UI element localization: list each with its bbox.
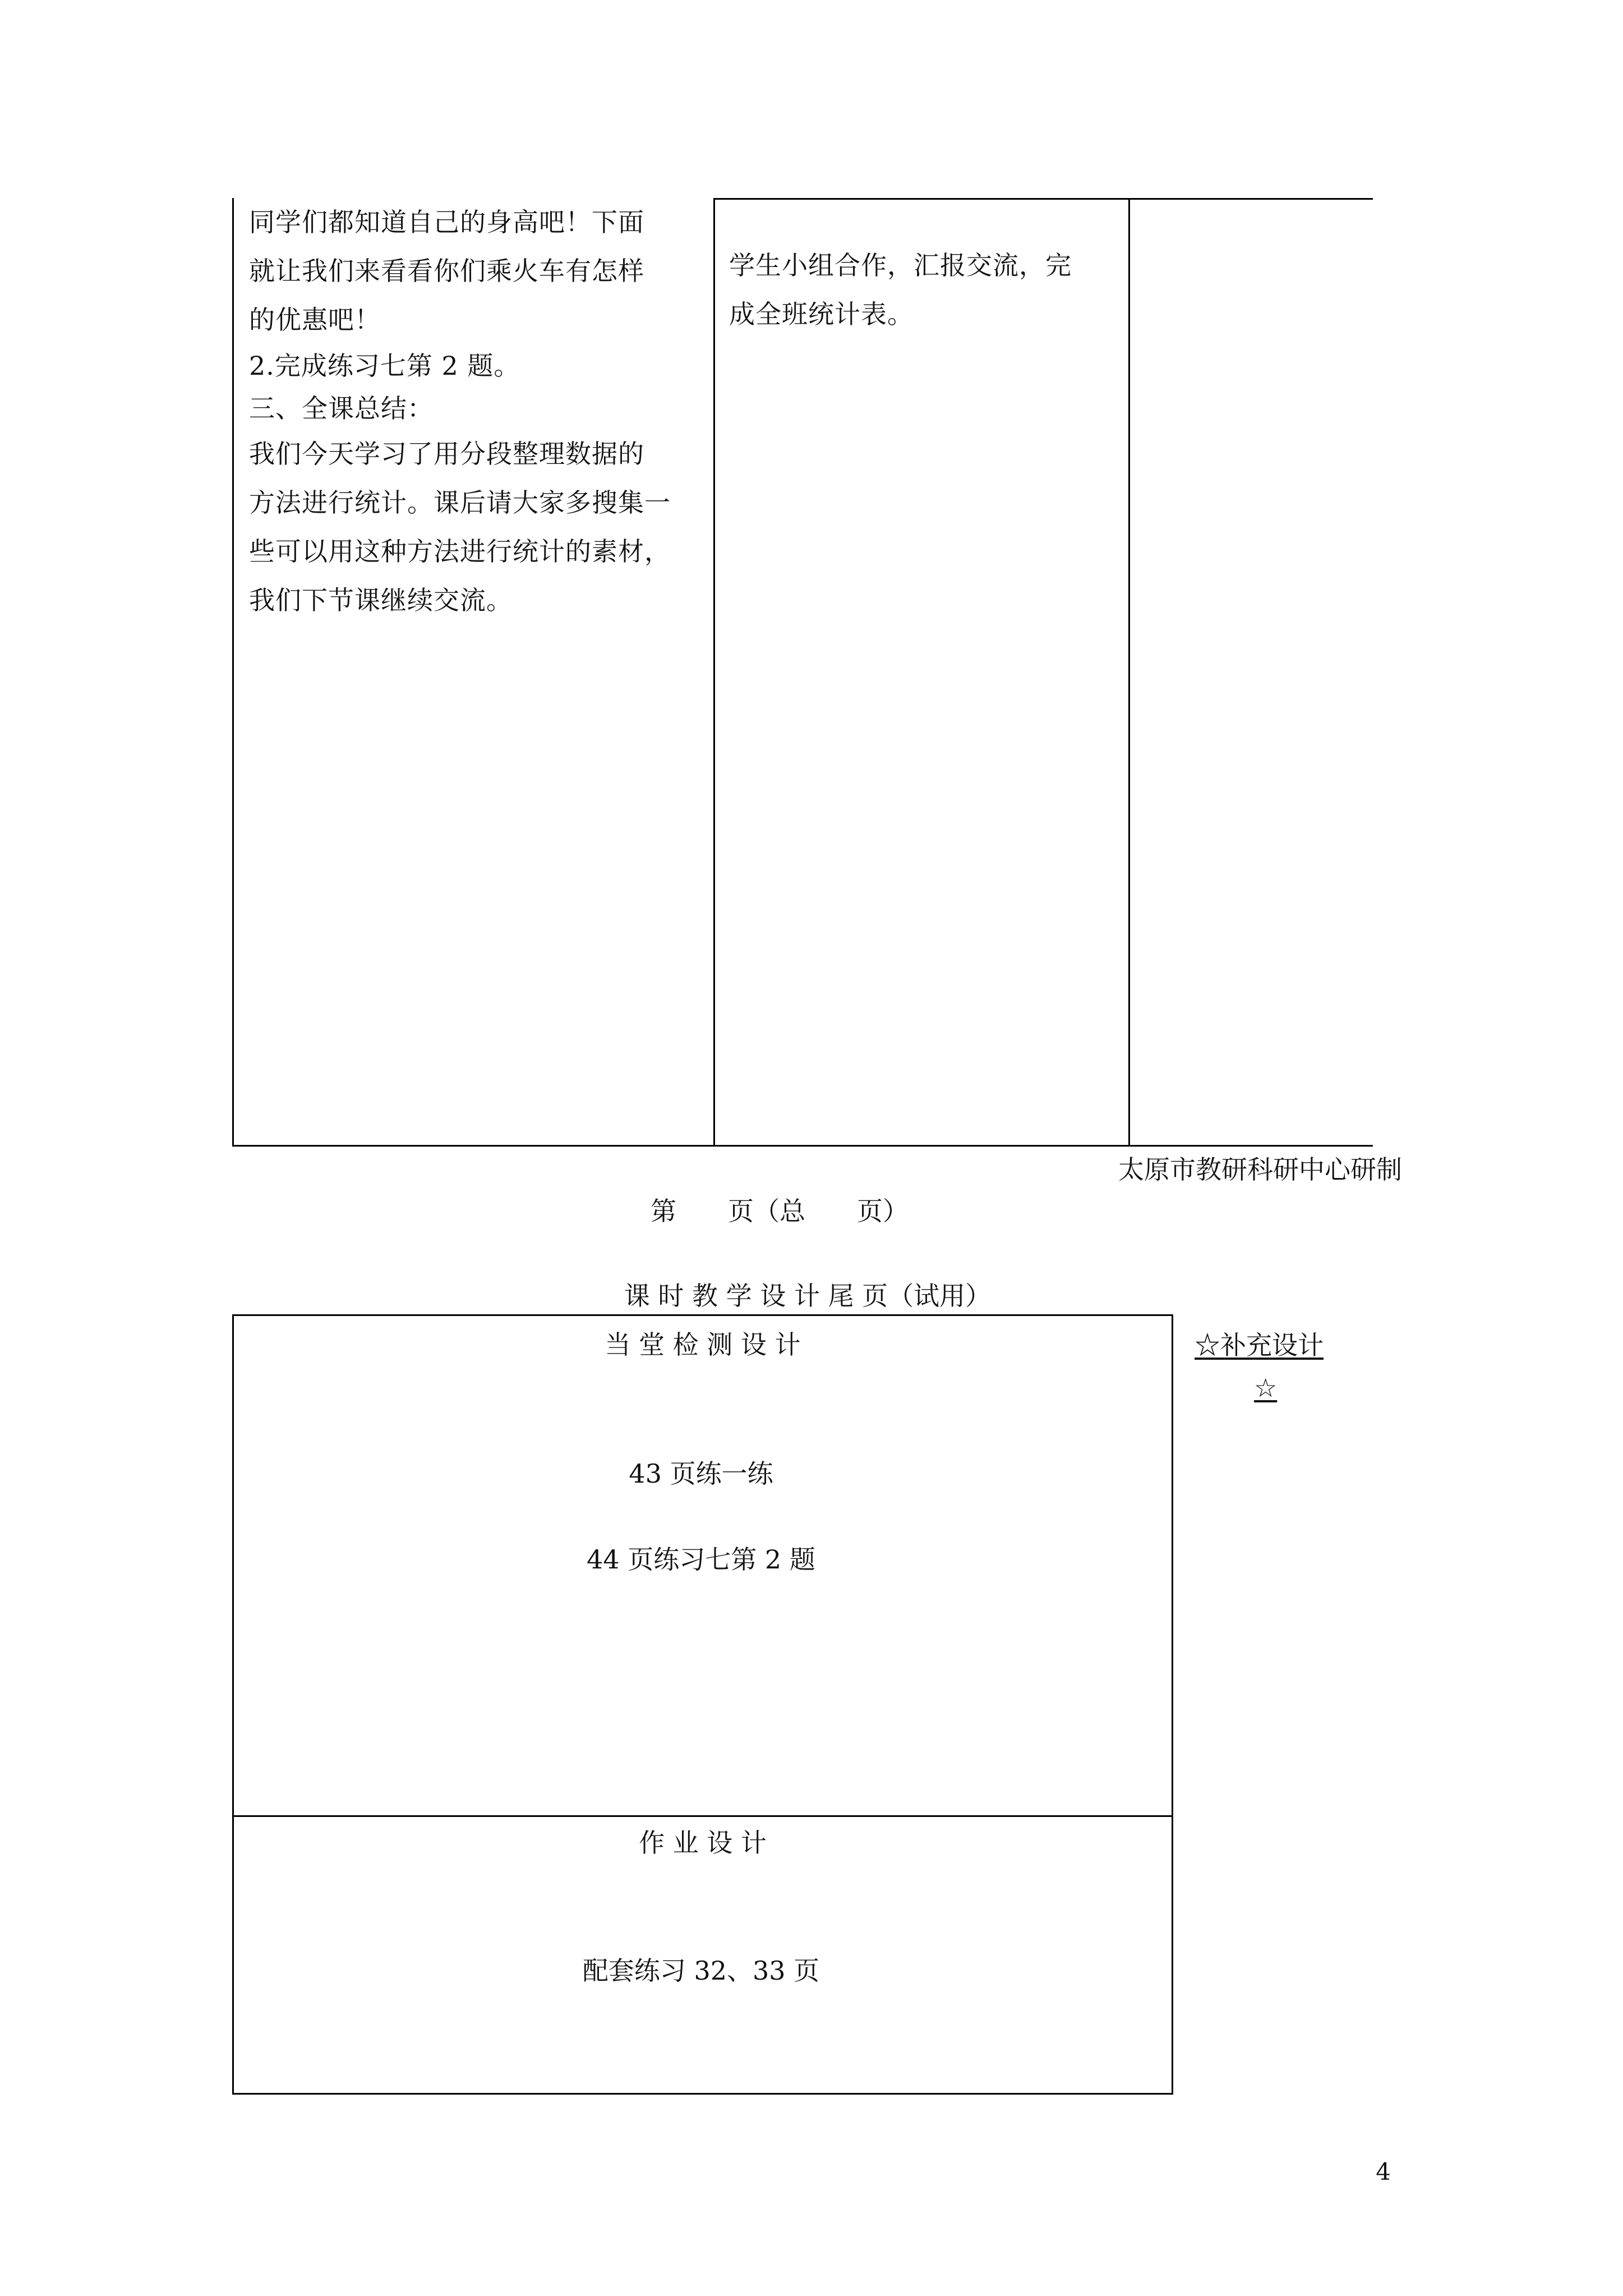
- teacher-line: 同学们都知道自己的身高吧！下面: [249, 207, 644, 237]
- student-activity-column: [729, 241, 1122, 339]
- student-line: 学生小组合作，汇报交流，完: [729, 250, 1072, 280]
- test-design-heading: 当 堂 检 测 设 计: [605, 1329, 801, 1360]
- teacher-activity-column: [249, 198, 706, 625]
- teacher-line: 三、全课总结：: [249, 393, 434, 424]
- teacher-line: 2.完成练习七第 2 题。: [249, 351, 520, 381]
- teacher-line: 的优惠吧！: [249, 305, 381, 335]
- page-counter: 第 页（总 页）: [651, 1196, 909, 1226]
- tail-page-title: 课 时 教 学 设 计 尾 页（试用）: [624, 1281, 992, 1311]
- test-item-1: 43 页练一练: [629, 1458, 773, 1489]
- homework-item-1: 配套练习 32、33 页: [582, 1955, 820, 1986]
- teacher-line: 我们今天学习了用分段整理数据的: [249, 439, 644, 469]
- footer-organization: 太原市教研科研中心研制: [1118, 1154, 1402, 1185]
- teacher-line: 我们下节课继续交流。: [249, 585, 513, 615]
- teacher-line: 些可以用这种方法进行统计的素材，: [249, 536, 671, 567]
- supplement-star: ☆: [1254, 1373, 1278, 1403]
- teacher-line: 方法进行统计。课后请大家多搜集一: [249, 487, 671, 518]
- homework-design-heading: 作 业 设 计: [639, 1828, 767, 1858]
- student-line: 成全班统计表。: [729, 299, 914, 329]
- supplement-design-label: ☆补充设计: [1195, 1330, 1324, 1360]
- page-number: 4: [1376, 2158, 1391, 2185]
- teacher-line: 就让我们来看看你们乘火车有怎样: [249, 256, 644, 286]
- test-item-2: 44 页练习七第 2 题: [587, 1544, 815, 1575]
